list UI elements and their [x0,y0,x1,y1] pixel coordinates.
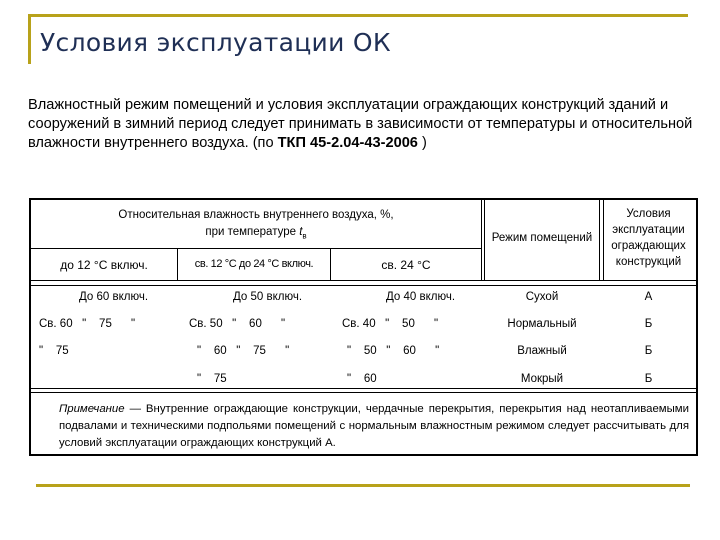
body-bottom-line-2 [31,392,696,393]
page-title: Условия эксплуатации ОК [40,28,391,57]
col3-row-3: " 60 [347,373,377,385]
mode-header: Режим помещений [491,232,593,244]
conditions-header-line2: эксплуатации [612,224,685,236]
humidity-header-line2 [31,226,481,240]
col3-row-1: Св. 40 " 50 " [342,318,439,330]
standard-reference: ТКП 45-2.04-43-2006 [277,135,418,151]
conditions-header [601,206,696,270]
humidity-table [29,198,698,456]
humidity-header-line1: Относительная влажность внутреннего воздуха, %, [118,209,394,221]
col1-row-2: " 75 [39,345,69,357]
temperature-subscript: в [302,231,307,241]
temp-range-2: св. 12 °С до 24 °С включ. [194,258,314,270]
col1-head: До 60 включ. [79,291,149,303]
vline-3 [481,200,482,280]
temperature-symbol: t [299,226,303,238]
mode-dry: Сухой [525,291,559,303]
intro-text: Влажностный режим помещений и условия эксплуатации ограждающих конструкций зданий и сооружений в зимний период следует принимать в зависимости от температуры и относительной влажности внутреннего воздуха. (по [28,97,693,151]
condition-dry: А [644,291,653,303]
col2-row-1: Св. 50 " 60 " [189,318,286,330]
mode-normal: Нормальный [507,318,577,330]
note-text: — Внутренние ограждающие конструкции, чердачные перекрытия, перекрытия над неотапливаемыми подвалами и техническими подпольями помещений с нормальным влажностным режимом следует рассчитывать для условий эксплуатации ограждающих конструкций А. [59,403,689,449]
col2-head: До 50 включ. [233,291,303,303]
temp-range-3: св. 24 °С [381,258,431,272]
body-bottom-line [31,388,696,389]
bottom-accent-line [36,484,690,487]
note-label: Примечание [59,403,125,415]
intro-close: ) [417,135,427,151]
col3-row-2: " 50 " 60 " [347,345,440,357]
condition-wet: Б [644,373,653,385]
header-bottom-line [31,280,696,281]
header-divider [31,248,481,249]
conditions-header-line3: ограждающих [611,240,686,252]
col2-row-2: " 60 " 75 " [197,345,290,357]
humidity-header-text: при температуре [205,226,300,238]
temp-range-1: до 12 °С включ. [60,258,148,272]
conditions-header-line1: Условия [626,208,671,220]
col3-head: До 40 включ. [386,291,456,303]
intro-paragraph [28,96,698,153]
condition-normal: Б [644,318,653,330]
conditions-header-line4: конструкций [615,256,682,268]
header-bottom-line-2 [31,285,696,286]
col2-row-3: " 75 [197,373,227,385]
table-note [59,401,689,452]
mode-wet: Мокрый [520,373,564,385]
mode-humid: Влажный [517,345,567,357]
condition-humid: Б [644,345,653,357]
col1-row-1: Св. 60 " 75 " [39,318,136,330]
